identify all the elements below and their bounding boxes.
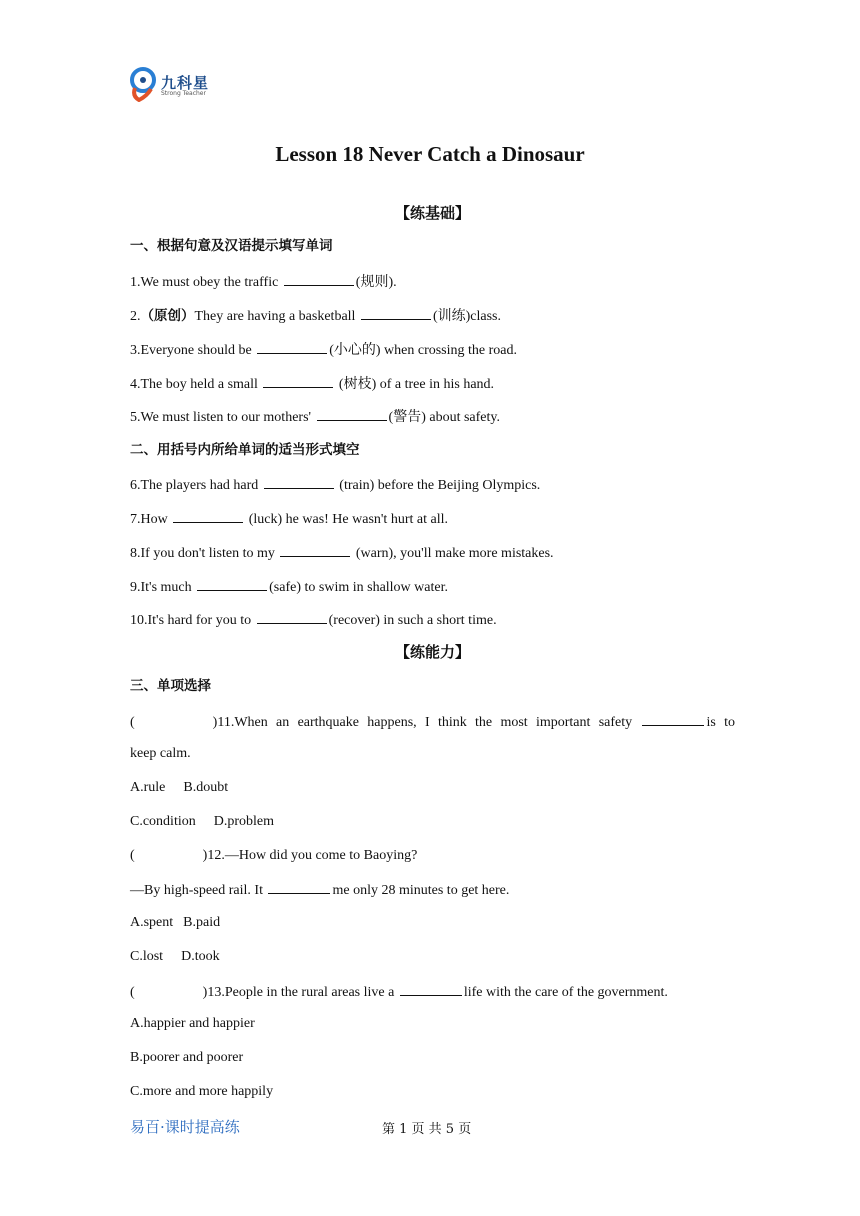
question-8: 8.If you don't listen to my (warn), you'll make more mistakes. — [130, 542, 735, 564]
question-13-option-a: A.happier and happier — [130, 1016, 255, 1031]
answer-blank[interactable] — [257, 609, 327, 624]
heading-part-two: 二、用括号内所给单词的适当形式填空 — [130, 442, 360, 458]
answer-blank[interactable] — [361, 305, 431, 320]
question-9: 9.It's much (safe) to swim in shallow water. — [130, 576, 735, 598]
question-2: 2.（原创）They are having a basketball (训练)class. — [130, 305, 735, 327]
answer-blank[interactable] — [284, 271, 354, 286]
question-12-options-cd — [130, 947, 735, 967]
original-tag: （原创） — [140, 308, 195, 324]
option-b: B.paid — [183, 915, 221, 930]
question-12-options-ab — [130, 913, 735, 933]
answer-blank[interactable] — [197, 576, 267, 591]
option-c: C.condition — [130, 814, 196, 829]
answer-blank[interactable] — [400, 981, 462, 996]
question-11: ( )11.When an earthquake happens, I think the most important safety is to — [130, 711, 735, 733]
question-13-option-c: C.more and more happily — [130, 1084, 274, 1099]
page-title: Lesson 18 Never Catch a Dinosaur — [275, 142, 585, 166]
section-basics: 【练基础】 — [394, 204, 470, 222]
question-12-continued: —By high-speed rail. It me only 28 minutes to get here. — [130, 879, 735, 901]
question-10: 10.It's hard for you to (recover) in such a short time. — [130, 609, 735, 631]
question-6: 6.The players had hard (train) before the Beijing Olympics. — [130, 474, 735, 496]
logo-mark-icon — [129, 62, 159, 102]
answer-blank[interactable] — [263, 373, 333, 388]
option-b: B.doubt — [183, 780, 229, 795]
question-13: ( )13.People in the rural areas live a life with the care of the government. — [130, 981, 735, 1003]
heading-part-one: 一、根据句意及汉语提示填写单词 — [130, 238, 333, 254]
logo-name: 九科星 — [161, 74, 210, 92]
question-1: 1.We must obey the traffic (规则). — [130, 271, 735, 293]
answer-blank[interactable] — [268, 879, 330, 894]
footer-series-name: 易百·课时提高练 — [130, 1118, 240, 1136]
answer-blank[interactable] — [317, 406, 387, 421]
answer-blank[interactable] — [280, 542, 350, 557]
question-11-continued: keep calm. — [130, 746, 191, 761]
option-c: C.lost — [130, 949, 164, 964]
option-d: D.took — [181, 949, 220, 964]
question-7: 7.How (luck) he was! He wasn't hurt at all. — [130, 508, 735, 530]
answer-blank[interactable] — [257, 339, 327, 354]
option-a: A.spent — [130, 915, 174, 930]
answer-blank[interactable] — [173, 508, 243, 523]
option-d: D.problem — [213, 814, 274, 829]
logo — [129, 62, 249, 102]
section-ability: 【练能力】 — [394, 643, 470, 661]
answer-blank[interactable] — [264, 474, 334, 489]
answer-blank[interactable] — [642, 711, 704, 726]
question-12: ( )12.—How did you come to Baoying? — [130, 848, 418, 863]
logo-subtitle: Strong Teacher — [161, 90, 206, 97]
heading-part-three: 三、单项选择 — [130, 678, 211, 694]
page-number: 第 1 页 共 5 页 — [382, 1122, 472, 1137]
question-13-option-b: B.poorer and poorer — [130, 1050, 244, 1065]
option-a: A.rule — [130, 780, 166, 795]
question-11-options-ab — [130, 778, 735, 798]
question-3: 3.Everyone should be (小心的) when crossing the road. — [130, 339, 735, 361]
question-4: 4.The boy held a small (树枝) of a tree in his hand. — [130, 373, 735, 395]
question-5: 5.We must listen to our mothers' (警告) about safety. — [130, 406, 735, 428]
question-11-options-cd — [130, 812, 735, 832]
